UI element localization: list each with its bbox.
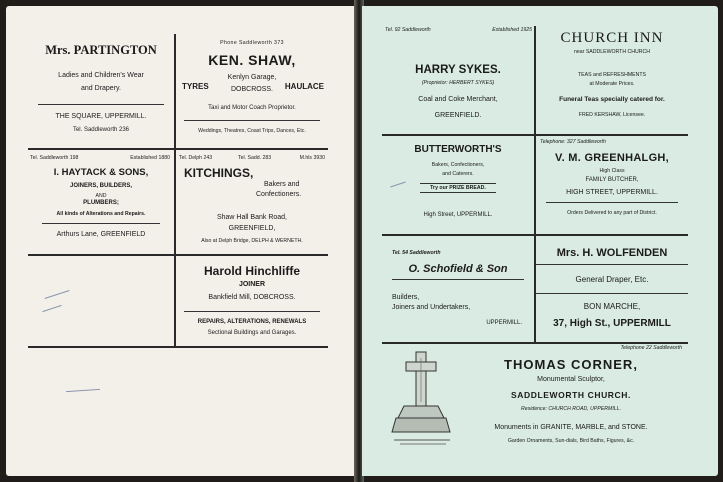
ad-line: AND — [95, 193, 107, 199]
ad-church-inn — [536, 26, 688, 134]
pencil-mark — [42, 305, 61, 312]
ad-line: Weddings, Theatres, Coast Trips, Dances, Etc. — [198, 128, 306, 134]
ad-established: Established 1925 — [492, 27, 532, 33]
ad-line: FRED KERSHAW, Licensee. — [578, 112, 646, 118]
rule — [536, 293, 688, 294]
ad-name: V. M. GREENHALGH, — [554, 152, 670, 164]
ad-line: Coal and Coke Merchant, — [418, 96, 498, 103]
rule — [184, 311, 320, 312]
rule — [536, 264, 688, 265]
ad-line: Sectional Buildings and Garages. — [207, 330, 297, 336]
left-page — [6, 6, 356, 476]
ad-line: and Drapery. — [81, 85, 121, 92]
rule — [42, 223, 160, 224]
ad-name: BUTTERWORTH'S — [414, 144, 502, 155]
ad-tel: M.hls 3930 — [299, 155, 325, 161]
pencil-mark — [390, 182, 406, 188]
rule — [184, 120, 320, 121]
ad-address: GREENFIELD. — [434, 112, 482, 119]
ad-hinchliffe — [176, 256, 328, 346]
ad-line: Confectioners. — [256, 191, 302, 198]
ad-tel: Tel. Saddleworth 198 — [30, 155, 79, 161]
ad-name: Harold Hinchliffe — [203, 264, 300, 278]
ad-line: HAULACE — [284, 82, 324, 91]
ad-haytack — [28, 150, 174, 254]
ad-tel: Tel. Delph 243 — [179, 155, 213, 161]
rule — [392, 279, 524, 280]
ad-address: GREENFIELD, — [228, 225, 276, 232]
ad-kitchings — [176, 150, 328, 254]
pencil-mark — [44, 290, 69, 299]
ad-name: KEN. SHAW, — [208, 52, 296, 68]
ad-line: Bakers, Confectioners, — [431, 162, 485, 168]
ad-address: Shaw Hall Bank Road, — [216, 214, 288, 221]
ad-address: 37, High St., UPPERMILL — [553, 318, 671, 329]
ad-tel: Tel. Sadd. 283 — [238, 155, 272, 161]
ad-schofield — [382, 236, 534, 342]
ad-line: JOINERS, BUILDERS, — [69, 183, 132, 189]
ad-line: All kinds of Alterations and Repairs. — [56, 211, 146, 217]
ad-address: High Street, UPPERMILL. — [423, 212, 493, 218]
ad-name: I. HAYTACK & SONS, — [53, 167, 149, 178]
ad-line: Builders, — [392, 294, 420, 301]
ad-wolfenden — [536, 236, 688, 342]
ad-line: Kenlyn Garage, — [227, 74, 277, 81]
ad-line: Monuments in GRANITE, MARBLE, and STONE. — [494, 424, 648, 431]
ad-greenhalgh — [536, 136, 688, 234]
ad-address: Residence: CHURCH ROAD, UPPERMILL. — [520, 406, 622, 412]
ad-line: SADDLEWORTH CHURCH. — [510, 390, 631, 400]
ad-line: Joiners and Undertakers, — [392, 304, 471, 311]
ad-name: O. Schofield & Son — [408, 263, 508, 275]
ad-thomas-corner — [382, 344, 688, 454]
ad-name: CHURCH INN — [560, 30, 664, 46]
ad-name: Mrs. H. WOLFENDEN — [556, 247, 668, 259]
ad-butterworth — [382, 136, 534, 234]
ad-address: Arthurs Lane, GREENFIELD — [56, 231, 146, 238]
ad-line: Garden Ornaments, Sun-dials, Bird Baths, Figures, &c. — [507, 438, 635, 444]
ad-address: UPPERMILL. — [486, 320, 522, 326]
ad-line: High Class — [599, 168, 625, 174]
gravestone-cross-icon — [390, 350, 452, 448]
ad-line: Taxi and Motor Coach Proprietor. — [208, 105, 296, 111]
ad-line: JOINER — [238, 281, 266, 288]
ad-address: HIGH STREET, UPPERMILL. — [566, 189, 658, 196]
ad-name: THOMAS CORNER, — [504, 357, 638, 372]
right-page — [362, 6, 718, 476]
rule — [546, 202, 678, 203]
ad-line: Monumental Sculptor, — [537, 376, 605, 383]
ad-line: Funeral Teas specially catered for. — [559, 96, 665, 103]
ad-address: Bankfield Mill, DOBCROSS. — [208, 294, 296, 301]
ad-line: Try our PRIZE BREAD. — [420, 183, 496, 193]
ad-address: Also at Delph Bridge, DELPH & WERNETH. — [201, 238, 303, 244]
ad-line: TYRES — [182, 82, 209, 91]
ad-ken-shaw — [176, 34, 328, 148]
ad-line: REPAIRS, ALTERATIONS, RENEWALS — [197, 319, 307, 325]
ad-line: near SADDLEWORTH CHURCH — [574, 49, 650, 55]
ad-harry-sykes — [382, 26, 534, 134]
ad-partington — [28, 34, 174, 148]
ad-line: TEAS and REFRESHMENTS — [577, 72, 647, 78]
divider — [28, 346, 328, 348]
ad-address: DOBCROSS. — [230, 86, 273, 93]
ad-line: BON MARCHE, — [583, 302, 641, 311]
ad-line: Bakers and — [264, 181, 300, 188]
ad-line: General Draper, Etc. — [575, 275, 649, 284]
ad-line: PLUMBERS; — [83, 200, 119, 206]
pencil-mark — [66, 389, 100, 392]
ad-line: Ladies and Children's Wear — [58, 72, 144, 79]
ad-tel: Tel. Saddleworth 236 — [72, 127, 130, 133]
ad-line: (Proprietor: HERBERT SYKES) — [421, 80, 495, 86]
ad-name: Mrs. PARTINGTON — [45, 43, 157, 57]
ad-line: and Caterers. — [442, 171, 474, 177]
rule — [38, 104, 164, 105]
ad-tel: Telephone 22 Saddleworth — [620, 345, 682, 351]
ad-name: HARRY SYKES. — [415, 64, 501, 76]
ad-line: Orders Delivered to any part of District. — [567, 210, 657, 216]
ad-line: FAMILY BUTCHER, — [585, 177, 639, 183]
ad-tel: Tel. 92 Saddleworth — [385, 27, 431, 33]
ad-address: THE SQUARE, UPPERMILL. — [55, 113, 147, 120]
ad-name: KITCHINGS, — [184, 166, 254, 180]
ad-line: at Moderate Prices. — [589, 81, 635, 87]
ad-tel: Tel. 54 Saddleworth — [392, 250, 441, 256]
ad-tel: Telephone: 327 Saddleworth — [540, 139, 606, 145]
ad-tel: Phone Saddleworth 373 — [220, 40, 284, 46]
ad-established: Established 1880 — [130, 155, 170, 161]
